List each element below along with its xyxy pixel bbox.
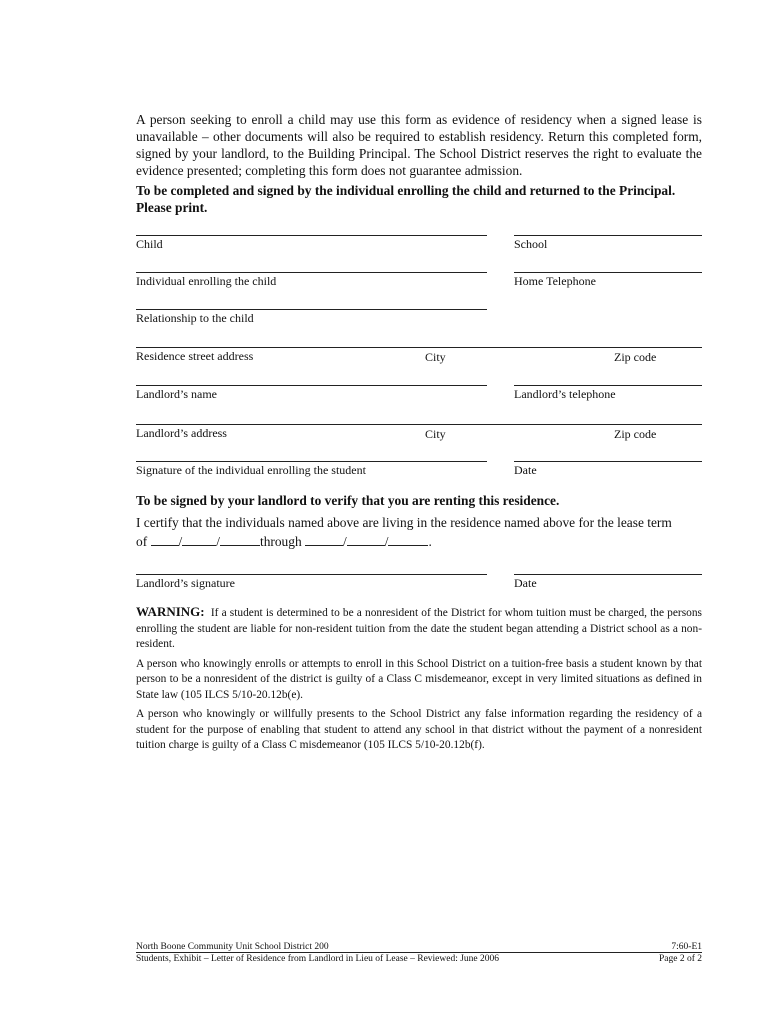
home-telephone-line <box>514 272 702 273</box>
home-telephone-label: Home Telephone <box>514 274 596 288</box>
landlord-signature-label: Landlord’s signature <box>136 576 235 590</box>
child-field[interactable] <box>136 235 487 255</box>
end-year-blank[interactable] <box>388 531 428 546</box>
student-signature-label: Signature of the individual enrolling the student <box>136 463 366 477</box>
warning-section <box>136 604 702 758</box>
date1-line <box>514 461 702 462</box>
landlord-name-field[interactable] <box>136 385 487 405</box>
slash-3: / <box>343 534 347 549</box>
landlord-address-label: Landlord’s address <box>136 426 227 440</box>
landlord-address-line <box>136 424 702 425</box>
date1-label: Date <box>514 463 537 477</box>
instruction-heading: To be completed and signed by the individual enrolling the child and returned to the Principal. Please print. <box>136 183 676 215</box>
through-text: through <box>259 534 302 549</box>
of-text: of <box>136 534 148 549</box>
landlord-city-label: City <box>425 427 446 441</box>
footer-page: Page 2 of 2 <box>658 954 702 964</box>
date2-field[interactable] <box>514 574 702 594</box>
landlord-zip-label: Zip code <box>614 427 657 441</box>
footer-code: 7:60-E1 <box>671 942 702 952</box>
warning-paragraph-3: A person who knowingly or willfully presents to the School District any false information regarding the residency of a student for the purpose of enabling that student to attend any school in that district without the payment of a nonresident tuition charge is guilty of a Class C misdemeanor (105 ILCS 5/10-20.12b(f). <box>136 708 702 751</box>
certify-statement <box>136 514 702 550</box>
start-day-blank[interactable] <box>182 531 216 546</box>
individual-enrolling-field[interactable] <box>136 272 487 292</box>
end-day-blank[interactable] <box>347 531 385 546</box>
end-month-blank[interactable] <box>305 531 343 546</box>
residence-address-line <box>136 347 702 348</box>
date1-field[interactable] <box>514 461 702 481</box>
student-signature-line <box>136 461 487 462</box>
warning-title: WARNING: <box>136 604 205 619</box>
child-label: Child <box>136 237 163 251</box>
landlord-telephone-label: Landlord’s telephone <box>514 387 616 401</box>
residence-city-label: City <box>425 350 446 364</box>
school-label: School <box>514 237 548 251</box>
warning-paragraph-2: A person who knowingly enrolls or attempts to enroll in this School District on a tuition-free basis a student known by that person to be a nonresident of the district is guilty of a Class C misdemeanor, except in very limited situations as defined in State law (105 ILCS 5/10-20.12b(e). <box>136 657 702 701</box>
landlord-section-heading: To be signed by your landlord to verify that you are renting this residence. <box>136 493 560 508</box>
landlord-name-line <box>136 385 487 386</box>
landlord-telephone-line <box>514 385 702 386</box>
intro-paragraph: A person seeking to enroll a child may use this form as evidence of residency when a signed lease is unavailable – other documents will also be required to establish residency. Return this completed form, signed by your landlord, to the Building Principal. The School District reserves the right to evaluate the evidence presented; completing this form does not guarantee admission. <box>136 112 702 178</box>
date2-line <box>514 574 702 575</box>
start-year-blank[interactable] <box>220 531 260 546</box>
slash-1: / <box>178 534 183 549</box>
individual-enrolling-label: Individual enrolling the child <box>136 274 277 288</box>
warning-paragraph-1 <box>136 604 702 653</box>
slash-2: / <box>216 534 220 549</box>
relationship-label: Relationship to the child <box>136 311 254 325</box>
date2-label: Date <box>514 576 537 590</box>
school-field[interactable] <box>514 235 702 255</box>
landlord-telephone-field[interactable] <box>514 385 702 405</box>
footer-rule <box>136 952 702 953</box>
individual-enrolling-line <box>136 272 487 273</box>
landlord-signature-line <box>136 574 487 575</box>
relationship-field[interactable] <box>136 309 487 329</box>
footer-title: Students, Exhibit – Letter of Residence from Landlord in Lieu of Lease – Reviewed: June 2006 <box>136 954 500 964</box>
certify-period: . <box>428 534 432 549</box>
home-telephone-field[interactable] <box>514 272 702 292</box>
warning-text-1: If a student is determined to be a nonresident of the District for whom tuition must be charged, the persons enrolling the student are liable for non-resident tuition from the date the student began attending a District school as a non-resident. <box>136 607 702 650</box>
residence-zip-label: Zip code <box>614 350 657 364</box>
child-line <box>136 235 487 236</box>
landlord-name-label: Landlord’s name <box>136 387 217 401</box>
slash-4: / <box>384 534 389 549</box>
residence-street-label: Residence street address <box>136 349 254 363</box>
school-line <box>514 235 702 236</box>
footer-district: North Boone Community Unit School District 200 <box>136 942 329 952</box>
landlord-signature-field[interactable] <box>136 574 487 594</box>
relationship-line <box>136 309 487 310</box>
certify-text: I certify that the individuals named above are living in the residence named above for the lease term <box>136 515 672 530</box>
start-month-blank[interactable] <box>151 531 179 546</box>
student-signature-field[interactable] <box>136 461 487 481</box>
